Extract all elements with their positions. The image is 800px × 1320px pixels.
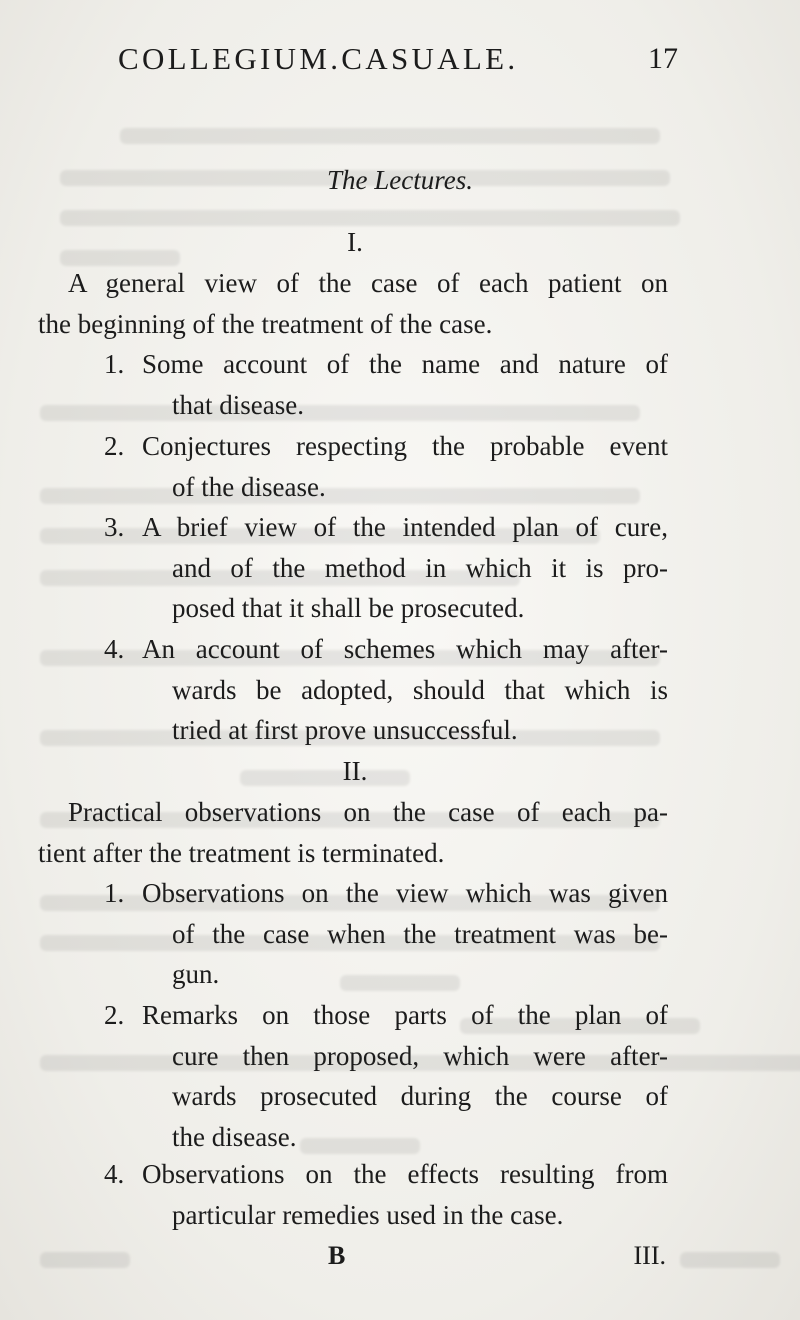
- item-number: 4.: [104, 1159, 125, 1189]
- page-number: 17: [648, 42, 678, 75]
- item-number: 3.: [104, 512, 125, 542]
- text-line: the disease.: [172, 1121, 297, 1152]
- section-intro: [38, 792, 668, 874]
- list-item: [104, 629, 668, 751]
- item-number: 4.: [104, 634, 125, 664]
- item-number: 1.: [104, 349, 125, 379]
- text-line: tried at first prove unsuccessful.: [172, 715, 518, 746]
- text-line: gun.: [172, 959, 220, 990]
- text-line: A general view of the case of each patient on: [68, 268, 668, 298]
- section-heading: The Lectures.: [327, 165, 473, 195]
- text-line: posed that it shall be prosecuted.: [172, 593, 525, 624]
- section-numeral: II.: [342, 756, 368, 786]
- text-line: wards be adopted, should that which is: [172, 674, 668, 705]
- section-intro: [38, 263, 668, 345]
- item-number: 1.: [104, 878, 125, 908]
- text-line: wards prosecuted during the course of: [172, 1081, 668, 1112]
- text-line: Conjectures respecting the probable event: [142, 431, 668, 461]
- text-line: Remarks on those parts of the plan of: [142, 1000, 668, 1030]
- text-line: and of the method in which it is pro-: [172, 552, 668, 583]
- list-item: [104, 344, 668, 425]
- list-item: [104, 873, 668, 995]
- item-number: 2.: [104, 431, 125, 461]
- text-line: Practical observations on the case of each pa-: [68, 797, 668, 827]
- list-item: [104, 426, 668, 507]
- running-title: COLLEGIUM.CASUALE.: [118, 41, 519, 76]
- running-header: [118, 36, 678, 82]
- section-numeral: I.: [347, 227, 363, 257]
- text-line: of the case when the treatment was be-: [172, 918, 668, 949]
- list-item: [104, 507, 668, 629]
- text-line: the beginning of the treatment of the case.: [38, 309, 493, 339]
- item-number: 2.: [104, 1000, 125, 1030]
- text-line: Observations on the effects resulting from: [142, 1159, 668, 1189]
- text-line: Some account of the name and nature of: [142, 349, 668, 379]
- text-line: particular remedies used in the case.: [172, 1199, 564, 1230]
- signature-mark: B: [328, 1241, 346, 1270]
- list-item: [104, 995, 668, 1157]
- text-line: tient after the treatment is terminated.: [38, 838, 445, 868]
- text-line: Observations on the view which was given: [142, 878, 668, 908]
- text-line: An account of schemes which may after-: [142, 634, 668, 664]
- text-line: of the disease.: [172, 471, 326, 502]
- text-line: that disease.: [172, 389, 304, 420]
- catchword: III.: [633, 1241, 666, 1270]
- text-line: A brief view of the intended plan of cure,: [142, 512, 668, 542]
- list-item: [104, 1154, 668, 1235]
- text-line: cure then proposed, which were after-: [172, 1040, 668, 1071]
